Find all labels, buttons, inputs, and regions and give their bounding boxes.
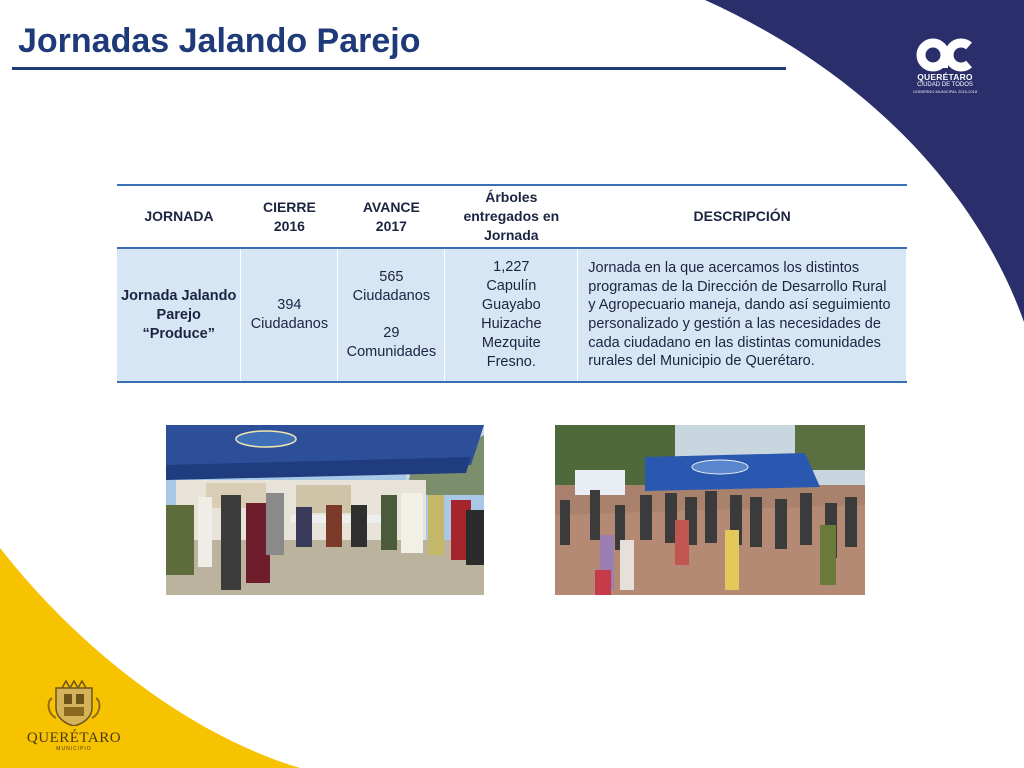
municipio-logo [22,680,126,752]
cell-line: Parejo [156,306,201,323]
desc-line: rurales del Municipio de Querétaro. [588,353,815,370]
cell-line: 1,227 [493,259,530,275]
cell-avance [338,248,445,382]
cell-line: 565 [379,269,404,285]
cell-line: Capulín [486,278,537,294]
cell-line: Huizache [481,316,542,332]
desc-line: cada ciudadano en las distintas comunidades [588,334,881,351]
municipio-subtitle: MUNICIPIO [56,746,92,752]
coat-of-arms-icon [44,680,104,726]
desc-line: personalizado y gestión a las necesidades de [588,316,881,332]
jornadas-table [117,184,907,383]
header-avance-line: AVANCE [362,198,420,215]
photo-tent-event-right [555,425,865,595]
header-arboles [445,185,578,248]
cell-line: 29 [383,325,400,341]
header-descripcion: DESCRIPCIÓN [578,185,907,248]
cell-line: Jornada Jalando [121,287,237,304]
header-cierre-line: 2016 [273,217,305,234]
logo-fine-print: GOBIERNO MUNICIPAL 2015-2018 [912,89,978,94]
header-avance-line: 2017 [375,217,407,234]
qc-logo-icon [916,38,974,72]
header-cierre-line: CIERRE [262,198,316,215]
photo-tent-event-right-image [555,425,865,595]
cell-spacer [340,306,442,324]
title-underline [12,67,786,70]
page-title: Jornadas Jalando Parejo [18,22,421,60]
photo-tent-event-left-image [166,425,484,595]
logo-name: QUERÉTARO [917,72,973,82]
cell-line: Mezquite [481,335,541,351]
header-cierre [241,185,338,248]
logo-tagline: CIUDAD DE TODOS [917,82,973,88]
cell-line: Ciudadanos [250,316,329,332]
desc-line: y Agropecuario maneja, dando así seguimiento [588,297,891,314]
header-arboles-line: Árboles [485,189,538,205]
cell-line: “Produce” [142,325,215,342]
table-row [117,248,907,382]
desc-line: programas de la Dirección de Desarrollo Rural [588,278,887,295]
cell-line: Guayabo [481,297,541,313]
header-jornada: JORNADA [117,185,241,248]
header-arboles-line: entregados en [463,208,560,224]
header-arboles-line: Jornada [484,227,539,243]
cell-cierre [241,248,338,382]
cell-line: Ciudadanos [352,288,431,304]
cell-jornada [117,248,241,382]
queretaro-qc-logo [908,38,982,104]
municipio-name: QUERÉTARO [26,730,122,746]
cell-arboles [445,248,578,382]
cell-descripcion [578,248,907,382]
header-avance [338,185,445,248]
cell-line: Comunidades [346,344,437,360]
cell-line: Fresno. [486,354,536,370]
cell-line: 394 [277,297,302,313]
desc-line: Jornada en la que acercamos los distintos [588,260,860,277]
photo-tent-event-left [166,425,484,595]
table-header-row [117,185,907,248]
